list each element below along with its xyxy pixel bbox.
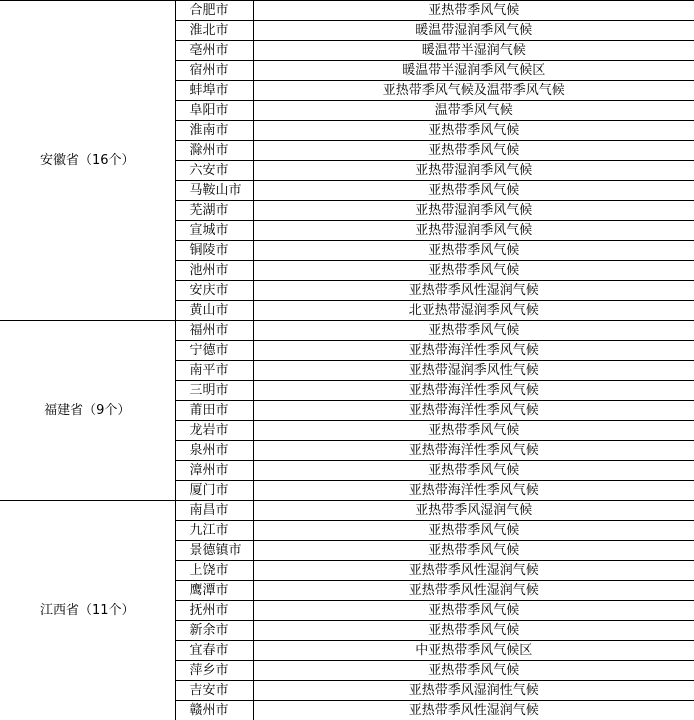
city-cell[interactable]: 南昌市 — [175, 501, 253, 521]
city-cell[interactable]: 宜春市 — [175, 641, 253, 661]
climate-cell[interactable]: 亚热带季风气候 — [253, 1, 694, 21]
city-cell[interactable]: 厦门市 — [175, 481, 253, 501]
city-cell[interactable]: 滁州市 — [175, 141, 253, 161]
city-cell[interactable]: 萍乡市 — [175, 661, 253, 681]
climate-cell[interactable]: 暖温带半湿润季风气候区 — [253, 61, 694, 81]
city-cell[interactable]: 赣州市 — [175, 701, 253, 720]
climate-cell[interactable]: 亚热带湿润季风气候 — [253, 201, 694, 221]
climate-cell[interactable]: 亚热带海洋性季风气候 — [253, 441, 694, 461]
city-cell[interactable]: 鹰潭市 — [175, 581, 253, 601]
city-cell[interactable]: 福州市 — [175, 321, 253, 341]
climate-cell[interactable]: 亚热带季风性湿润气候 — [253, 581, 694, 601]
climate-cell[interactable]: 亚热带季风性湿润气候 — [253, 281, 694, 301]
climate-cell[interactable]: 亚热带季风气候 — [253, 601, 694, 621]
city-cell[interactable]: 六安市 — [175, 161, 253, 181]
climate-cell[interactable]: 温带季风气候 — [253, 101, 694, 121]
climate-cell[interactable]: 亚热带季风气候 — [253, 121, 694, 141]
climate-cell[interactable]: 亚热带季风气候 — [253, 461, 694, 481]
climate-cell[interactable]: 亚热带季风气候 — [253, 541, 694, 561]
climate-cell[interactable]: 中亚热带季风气候区 — [253, 641, 694, 661]
climate-cell[interactable]: 亚热带季风气候 — [253, 261, 694, 281]
city-cell[interactable]: 芜湖市 — [175, 201, 253, 221]
city-cell[interactable]: 宣城市 — [175, 221, 253, 241]
climate-cell[interactable]: 亚热带季风性湿润气候 — [253, 701, 694, 720]
climate-cell[interactable]: 亚热带季风气候 — [253, 141, 694, 161]
climate-cell[interactable]: 暖温带湿润季风气候 — [253, 21, 694, 41]
climate-cell[interactable]: 亚热带季风湿润性气候 — [253, 681, 694, 701]
city-cell[interactable]: 蚌埠市 — [175, 81, 253, 101]
climate-table-body — [0, 1, 694, 720]
province-cell[interactable]: 安徽省（16个） — [0, 1, 175, 321]
city-cell[interactable]: 宁德市 — [175, 341, 253, 361]
climate-cell[interactable]: 亚热带季风气候 — [253, 521, 694, 541]
climate-cell[interactable]: 北亚热带湿润季风气候 — [253, 301, 694, 321]
climate-cell[interactable]: 亚热带海洋性季风气候 — [253, 381, 694, 401]
climate-cell[interactable]: 亚热带湿润季风气候 — [253, 161, 694, 181]
city-cell[interactable]: 宿州市 — [175, 61, 253, 81]
climate-cell[interactable]: 亚热带季风气候 — [253, 181, 694, 201]
climate-cell[interactable]: 亚热带湿润季风气候 — [253, 221, 694, 241]
city-cell[interactable]: 吉安市 — [175, 681, 253, 701]
city-cell[interactable]: 淮南市 — [175, 121, 253, 141]
climate-cell[interactable]: 亚热带季风气候 — [253, 241, 694, 261]
city-cell[interactable]: 龙岩市 — [175, 421, 253, 441]
city-cell[interactable]: 池州市 — [175, 261, 253, 281]
climate-cell[interactable]: 亚热带湿润季风性气候 — [253, 361, 694, 381]
climate-cell[interactable]: 亚热带海洋性季风气候 — [253, 401, 694, 421]
province-cell[interactable]: 福建省（9个） — [0, 321, 175, 501]
city-cell[interactable]: 黄山市 — [175, 301, 253, 321]
climate-cell[interactable]: 亚热带季风气候及温带季风气候 — [253, 81, 694, 101]
city-cell[interactable]: 亳州市 — [175, 41, 253, 61]
city-cell[interactable]: 马鞍山市 — [175, 181, 253, 201]
city-cell[interactable]: 九江市 — [175, 521, 253, 541]
climate-cell[interactable]: 亚热带海洋性季风气候 — [253, 341, 694, 361]
city-cell[interactable]: 淮北市 — [175, 21, 253, 41]
climate-cell[interactable]: 亚热带季风气候 — [253, 421, 694, 441]
city-cell[interactable]: 景德镇市 — [175, 541, 253, 561]
table-row — [0, 321, 694, 341]
climate-cell[interactable]: 亚热带季风气候 — [253, 321, 694, 341]
city-cell[interactable]: 抚州市 — [175, 601, 253, 621]
climate-cell[interactable]: 暖温带半湿润气候 — [253, 41, 694, 61]
city-cell[interactable]: 上饶市 — [175, 561, 253, 581]
table-row — [0, 501, 694, 521]
city-cell[interactable]: 安庆市 — [175, 281, 253, 301]
city-cell[interactable]: 南平市 — [175, 361, 253, 381]
climate-cell[interactable]: 亚热带季风性湿润气候 — [253, 561, 694, 581]
city-cell[interactable]: 漳州市 — [175, 461, 253, 481]
city-cell[interactable]: 三明市 — [175, 381, 253, 401]
city-cell[interactable]: 合肥市 — [175, 1, 253, 21]
city-cell[interactable]: 铜陵市 — [175, 241, 253, 261]
city-cell[interactable]: 莆田市 — [175, 401, 253, 421]
climate-cell[interactable]: 亚热带季风湿润气候 — [253, 501, 694, 521]
climate-cell[interactable]: 亚热带季风气候 — [253, 621, 694, 641]
city-cell[interactable]: 新余市 — [175, 621, 253, 641]
table-row — [0, 1, 694, 21]
city-cell[interactable]: 泉州市 — [175, 441, 253, 461]
climate-cell[interactable]: 亚热带海洋性季风气候 — [253, 481, 694, 501]
province-cell[interactable]: 江西省（11个） — [0, 501, 175, 720]
climate-cell[interactable]: 亚热带季风气候 — [253, 661, 694, 681]
city-cell[interactable]: 阜阳市 — [175, 101, 253, 121]
